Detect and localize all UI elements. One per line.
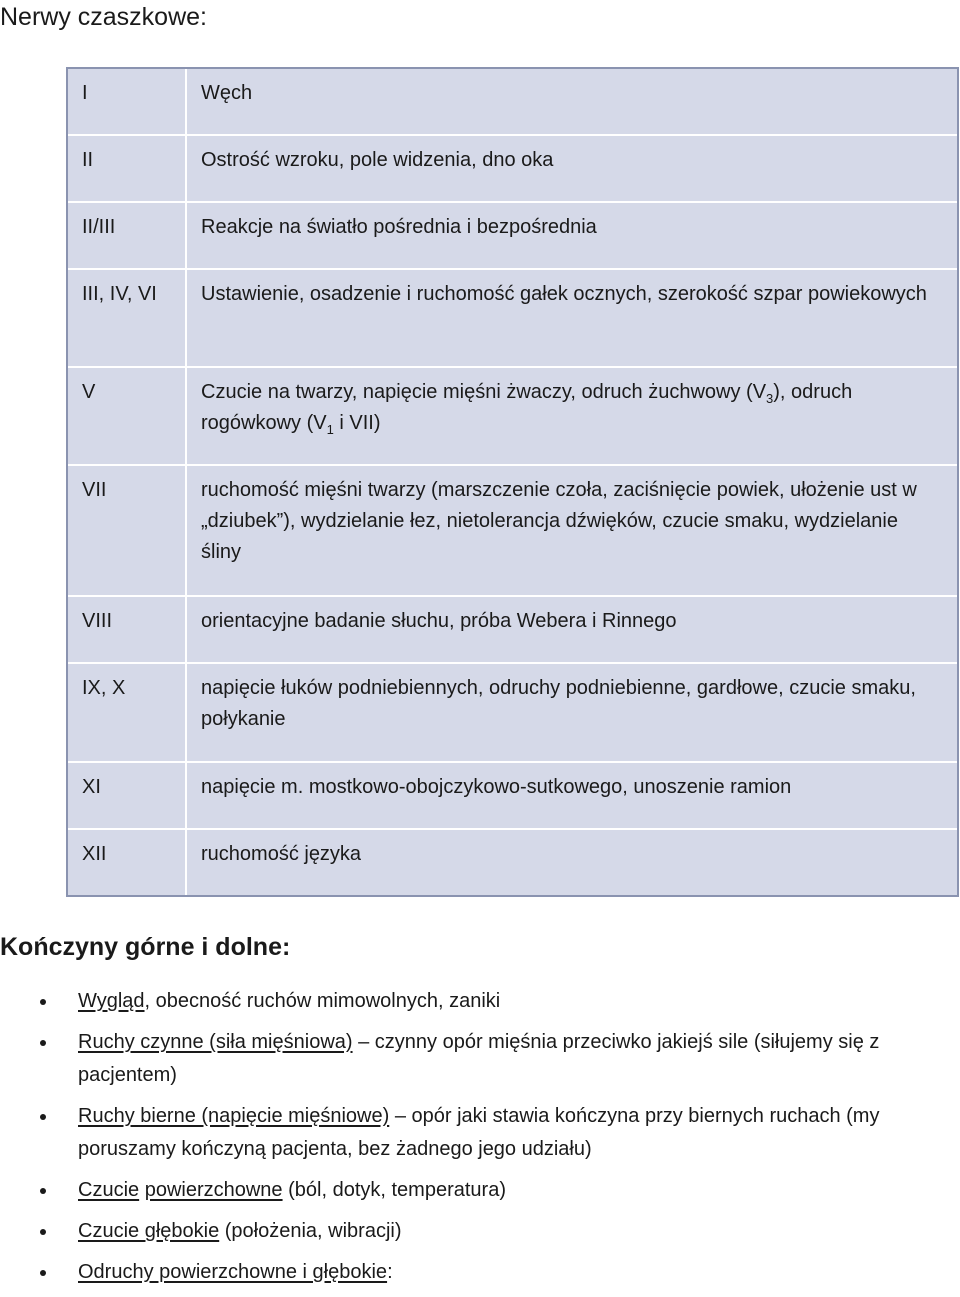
page-title: Nerwy czaszkowe:: [0, 3, 207, 31]
nerve-description: Węch: [186, 68, 958, 135]
nerve-number: XII: [67, 829, 186, 898]
list-item-text: :: [387, 1261, 393, 1283]
nerve-number: III, IV, VI: [67, 269, 186, 367]
list-item: [0, 1215, 960, 1248]
list-item-term: Odruchy powierzchowne i głębokie: [78, 1261, 388, 1283]
list-item-term: Wygląd: [78, 990, 145, 1012]
nerve-description-part: i VII): [333, 412, 381, 434]
list-item-term: Czucie głębokie: [78, 1220, 220, 1242]
nerve-description: napięcie m. mostkowo-obojczykowo-sutkowego, unoszenie ramion: [186, 762, 958, 829]
cranial-nerves-table: [66, 67, 959, 899]
bullet-icon: [40, 1229, 46, 1235]
table-row: [67, 596, 958, 663]
table-row: [67, 762, 958, 829]
nerve-number: I: [67, 68, 186, 135]
nerve-description: [186, 367, 958, 465]
subscript: 3: [766, 391, 774, 406]
nerve-description: Ostrość wzroku, pole widzenia, dno oka: [186, 135, 958, 202]
limbs-exam-list: [0, 985, 960, 1297]
table-row: [67, 135, 958, 202]
bullet-icon: [40, 1270, 46, 1276]
nerve-number: II: [67, 135, 186, 202]
nerve-number: VII: [67, 465, 186, 596]
table-row: [67, 269, 958, 367]
bullet-icon: [40, 1040, 46, 1046]
section-title: Kończyny górne i dolne:: [0, 933, 291, 961]
nerve-description-part: ), odruch rogówkowy (V: [201, 381, 853, 434]
list-item-term: powierzchowne: [144, 1179, 283, 1201]
list-item-term: Czucie: [78, 1179, 140, 1201]
table-row: [67, 465, 958, 596]
list-item: [0, 1100, 960, 1166]
list-item: [0, 1256, 960, 1289]
list-item-text: , obecność ruchów mimowolnych, zaniki: [144, 990, 501, 1012]
nerve-description: napięcie łuków podniebiennych, odruchy podniebienne, gardłowe, czucie smaku, połykanie: [186, 663, 958, 762]
nerve-description-part: Czucie na twarzy, napięcie mięśni żwaczy, odruch żuchwowy (V: [201, 381, 767, 403]
subscript: 1: [326, 422, 334, 437]
table-row: [67, 663, 958, 762]
list-item: [0, 1174, 960, 1207]
list-item-text: – opór jaki stawia kończyna przy biernych ruchach (my poruszamy kończyną pacjenta, bez żadnego jego udziału): [78, 1105, 880, 1160]
list-item-text: (położenia, wibracji): [219, 1220, 402, 1242]
nerve-description: ruchomość mięśni twarzy (marszczenie czoła, zaciśnięcie powiek, ułożenie ust w „dziubek”), wydzielanie łez, nietolerancja dźwięków, czucie smaku, wydzielanie śliny: [186, 465, 958, 596]
list-item-text: – czynny opór mięśnia przeciwko jakiejś sile (siłujemy się z pacjentem): [78, 1031, 880, 1086]
list-item-term: Ruchy bierne (napięcie mięśniowe): [78, 1105, 390, 1127]
bullet-icon: [40, 1188, 46, 1194]
nerve-description: orientacyjne badanie słuchu, próba Webera i Rinnego: [186, 596, 958, 663]
nerve-description: Reakcje na światło pośrednia i bezpośrednia: [186, 202, 958, 269]
nerve-number: XI: [67, 762, 186, 829]
nerve-number: IX, X: [67, 663, 186, 762]
list-item-text: (ból, dotyk, temperatura): [282, 1179, 506, 1201]
nerve-description: ruchomość języka: [186, 829, 958, 898]
table-row: [67, 829, 958, 898]
nerve-number: V: [67, 367, 186, 465]
table-row: [67, 68, 958, 135]
nerve-number: VIII: [67, 596, 186, 663]
list-item-term: Ruchy czynne (siła mięśniowa): [78, 1031, 353, 1053]
nerve-description: Ustawienie, osadzenie i ruchomość gałek ocznych, szerokość szpar powiekowych: [186, 269, 958, 367]
bullet-icon: [40, 1114, 46, 1120]
bullet-icon: [40, 999, 46, 1005]
list-item: [0, 985, 960, 1018]
table-row: [67, 202, 958, 269]
table-row: [67, 367, 958, 465]
list-item: [0, 1026, 960, 1092]
nerve-number: II/III: [67, 202, 186, 269]
